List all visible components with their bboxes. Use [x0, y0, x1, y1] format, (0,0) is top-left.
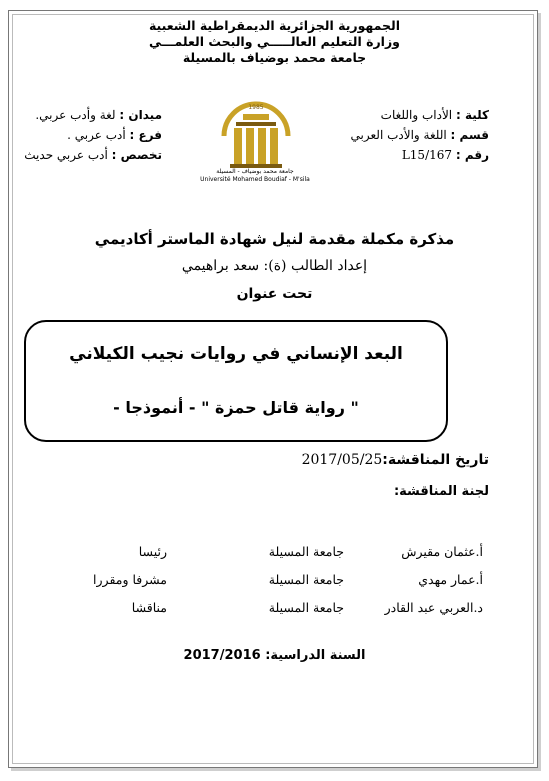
field-value: لغة وأدب عربي.	[35, 108, 116, 122]
jury-role: مشرفا ومقررا	[93, 572, 167, 587]
thesis-subtitle: " رواية قاتل حمزة " - أنموذجا -	[113, 398, 359, 417]
jury-name: أ.عمار مهدي	[418, 572, 483, 587]
logo-caption	[190, 168, 320, 184]
header-ministry: وزارة التعليم العالـــــي والبحث العلمـــي	[149, 34, 400, 49]
specialty-row	[24, 148, 162, 162]
memo-title: مذكرة مكملة مقدمة لنيل شهادة الماستر أكاديمي	[94, 230, 455, 248]
student-label: إعداد الطالب (ة):	[263, 258, 368, 274]
branch-label: فرع :	[129, 128, 162, 142]
jury-name: أ.عثمان مقيرش	[401, 544, 483, 559]
jury-university: جامعة المسيلة	[268, 600, 344, 615]
defense-date-label: تاريخ المناقشة:	[382, 452, 489, 468]
department-value: اللغة والأدب العربي	[350, 128, 447, 142]
specialty-label: تخصص :	[111, 148, 162, 162]
department-label: قسم :	[450, 128, 489, 142]
defense-date	[302, 452, 489, 468]
specialty-value: أدب عربي حديث	[24, 148, 108, 162]
jury-university: جامعة المسيلة	[268, 572, 344, 587]
ministry-header	[0, 18, 549, 66]
thesis-title: البعد الإنساني في روايات نجيب الكيلاني	[69, 344, 403, 364]
academic-year-label: السنة الدراسية:	[265, 648, 366, 663]
academic-year-value: 2017/2016	[183, 648, 261, 663]
field-label: ميدان :	[119, 108, 162, 122]
faculty-value: الأداب واللغات	[380, 108, 453, 122]
jury-role: رئيسا	[138, 544, 167, 559]
logo-caption-french: Université Mohamed Boudiaf - M'sila	[200, 176, 310, 183]
logo-caption-arabic: جامعة محمد بوضياف - المسيلة	[216, 168, 294, 175]
under-title-label: تحت عنوان	[236, 286, 313, 302]
jury-role: مناقشا	[131, 600, 167, 615]
logo-year: 1985	[248, 104, 264, 111]
number-value: L15/167	[401, 148, 453, 162]
branch-value: أدب عربي .	[67, 128, 126, 142]
student-line	[0, 258, 549, 274]
defense-date-value: 2017/05/25	[301, 452, 383, 468]
department-row	[351, 128, 489, 142]
faculty-row	[381, 108, 489, 122]
jury-name: د.العربي عبد القادر	[384, 600, 483, 615]
jury-university: جامعة المسيلة	[268, 544, 344, 559]
branch-row	[67, 128, 162, 142]
number-row	[402, 148, 489, 162]
university-logo	[210, 96, 302, 174]
field-row	[35, 108, 162, 122]
student-name: سعد براهيمي	[181, 258, 260, 274]
jury-heading: لجنة المناقشة:	[393, 484, 489, 499]
faculty-label: كلية :	[455, 108, 489, 122]
academic-year	[0, 648, 549, 663]
header-republic: الجمهورية الجزائرية الديمقراطية الشعبية	[148, 18, 401, 33]
number-label: رقم :	[455, 148, 489, 162]
header-university: جامعة محمد بوضياف بالمسيلة	[182, 50, 367, 65]
thesis-title-box	[24, 320, 448, 442]
